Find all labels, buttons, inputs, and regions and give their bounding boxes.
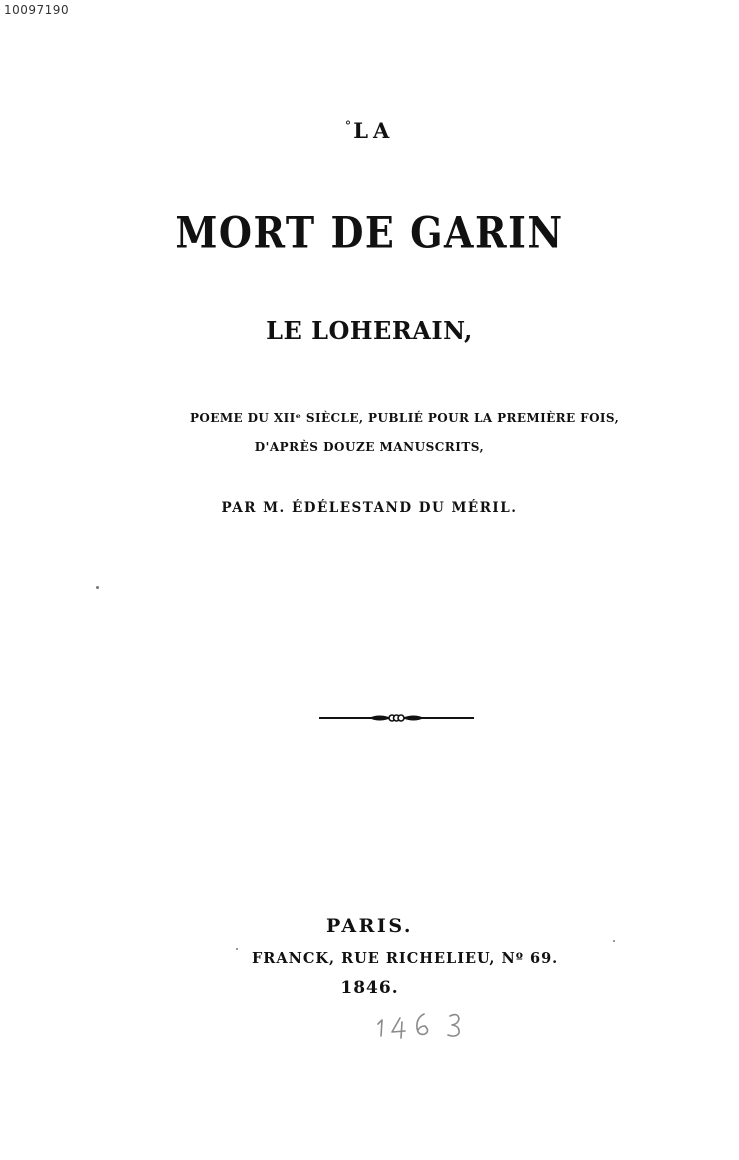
imprint-year: 1846. bbox=[340, 978, 399, 998]
paper-speck bbox=[613, 940, 615, 942]
scan-id: 10097190 bbox=[4, 3, 70, 17]
library-mark-icon: ° bbox=[344, 119, 352, 134]
subtitle: LE LOHERAIN, bbox=[266, 316, 473, 345]
handwritten-shelfmark bbox=[372, 1004, 482, 1044]
title-article bbox=[0, 118, 739, 143]
decorative-rule-ornament-icon bbox=[319, 711, 474, 725]
description-line-2: D'APRÈS DOUZE MANUSCRITS, bbox=[254, 440, 485, 454]
title-article-text: LA bbox=[353, 118, 395, 143]
author-line: PAR M. ÉDÉLESTAND DU MÉRIL. bbox=[221, 500, 518, 516]
imprint-place: PARIS. bbox=[326, 915, 413, 937]
main-title: MORT DE GARIN bbox=[175, 207, 564, 258]
imprint-publisher: FRANCK, RUE RICHELIEU, Nº 69. bbox=[252, 950, 559, 967]
description-line-1: POEME DU XIIᵉ SIÈCLE, PUBLIÉ POUR LA PREMIÈRE FOIS, bbox=[190, 411, 620, 425]
paper-speck bbox=[236, 948, 238, 950]
paper-speck bbox=[96, 586, 99, 589]
